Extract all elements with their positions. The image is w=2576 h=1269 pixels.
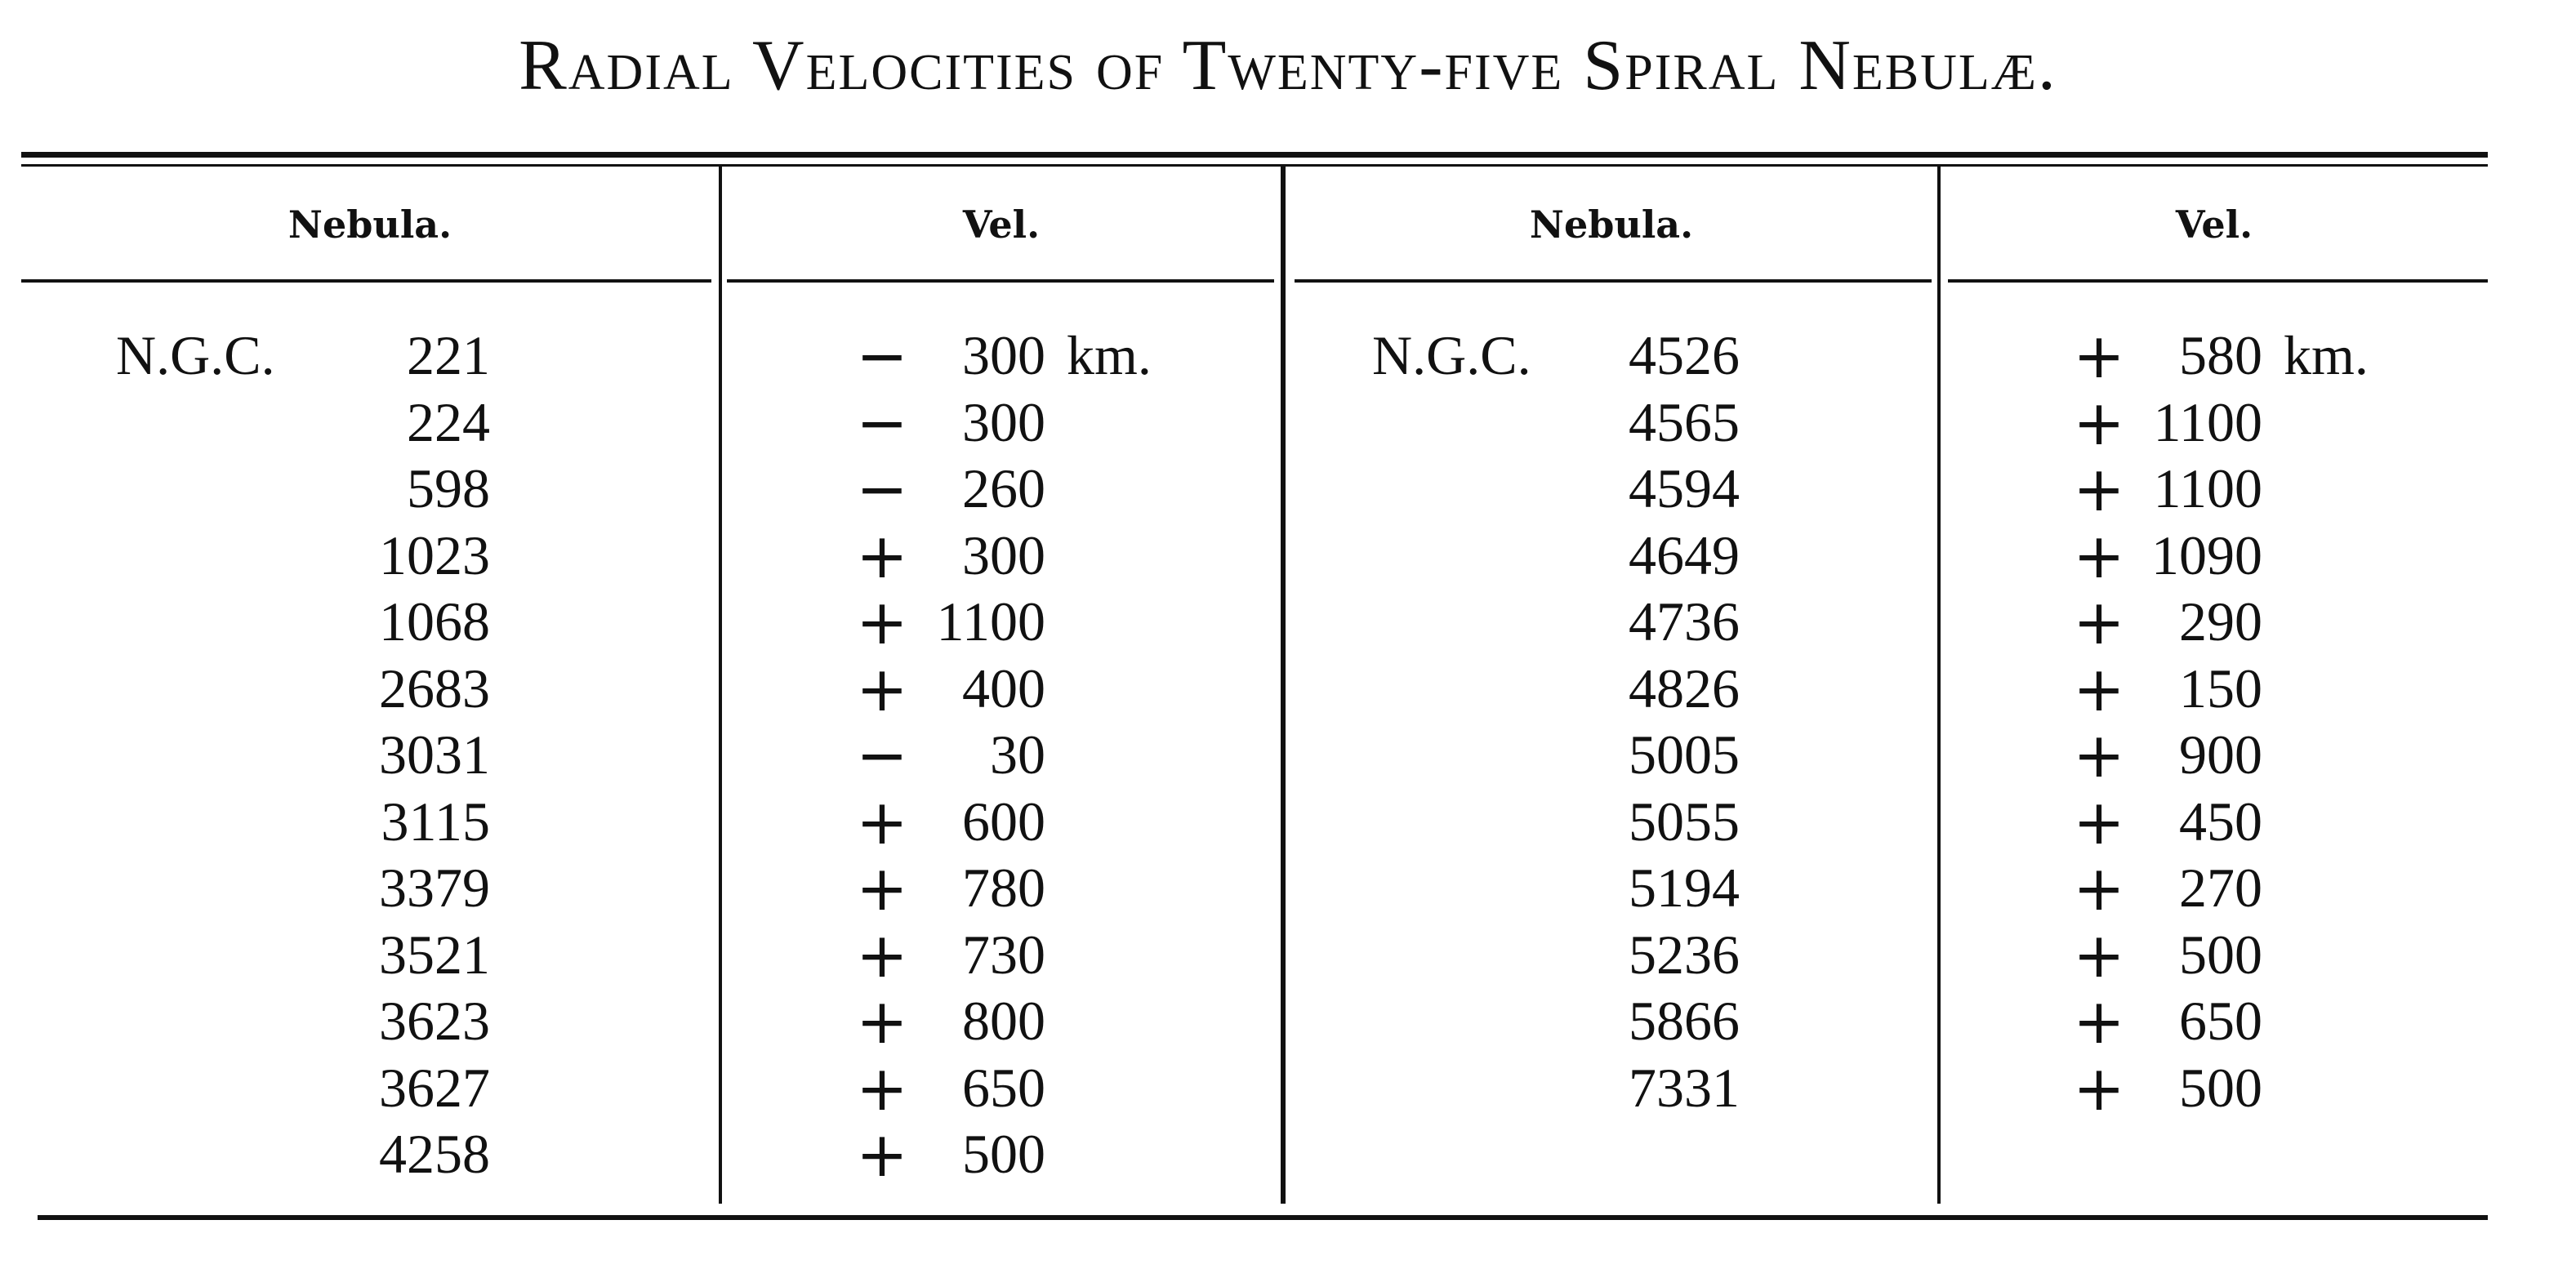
velocity-sign: − bbox=[856, 719, 908, 791]
velocity-sign: + bbox=[856, 785, 908, 858]
nebula-number: 3627 bbox=[379, 1056, 490, 1119]
velocity-sign: + bbox=[2073, 385, 2125, 459]
left-velocity-column bbox=[849, 319, 1045, 1191]
nebula-number: 4594 bbox=[1629, 457, 1740, 519]
velocity-sign: + bbox=[2073, 852, 2125, 924]
velocity-value: 600 bbox=[962, 790, 1045, 853]
column-divider-2 bbox=[1281, 167, 1286, 1204]
velocity-cell bbox=[849, 852, 1045, 924]
top-rule-thick bbox=[21, 152, 2488, 158]
velocity-sign: − bbox=[856, 452, 908, 525]
velocity-cell bbox=[2066, 652, 2262, 725]
bottom-rule bbox=[38, 1215, 2488, 1220]
table-title: Radial Velocities of Twenty-five Spiral Nebulæ. bbox=[519, 26, 2057, 105]
nebula-number: 5194 bbox=[1629, 857, 1740, 919]
header-rule-3 bbox=[1295, 279, 1932, 283]
velocity-value: 270 bbox=[2179, 857, 2262, 919]
velocity-value: 400 bbox=[962, 657, 1045, 719]
velocity-sign: + bbox=[2073, 652, 2125, 725]
nebula-number: 5055 bbox=[1629, 790, 1740, 853]
velocity-value: 580 bbox=[2179, 324, 2262, 386]
velocity-sign: + bbox=[856, 918, 908, 991]
velocity-value: 300 bbox=[962, 390, 1045, 453]
velocity-cell bbox=[2066, 519, 2262, 592]
velocity-sign: + bbox=[2073, 918, 2125, 991]
nebula-number: 3379 bbox=[379, 857, 490, 919]
velocity-sign: + bbox=[856, 652, 908, 725]
ngc-prefix-right: N.G.C. bbox=[1372, 324, 1531, 386]
right-velocity-column bbox=[2066, 319, 2262, 1124]
header-rule-4 bbox=[1948, 279, 2488, 283]
right-nebula-column bbox=[1593, 323, 1740, 1121]
nebula-number: 4565 bbox=[1629, 390, 1740, 453]
velocity-cell bbox=[2066, 385, 2262, 459]
velocity-sign: + bbox=[2073, 719, 2125, 791]
header-vel-left: Vel. bbox=[962, 203, 1041, 247]
velocity-value: 500 bbox=[2179, 923, 2262, 986]
velocity-cell bbox=[849, 385, 1045, 459]
velocity-value: 1100 bbox=[2153, 457, 2262, 519]
nebula-number: 4258 bbox=[379, 1123, 490, 1185]
velocity-value: 450 bbox=[2179, 790, 2262, 853]
velocity-sign: + bbox=[856, 985, 908, 1058]
ngc-prefix-left: N.G.C. bbox=[116, 324, 275, 386]
velocity-sign: + bbox=[2073, 452, 2125, 525]
nebula-number: 5236 bbox=[1629, 923, 1740, 986]
header-rule-1 bbox=[21, 279, 711, 283]
velocity-cell bbox=[2066, 452, 2262, 525]
nebula-number: 4736 bbox=[1629, 590, 1740, 652]
velocity-cell bbox=[2066, 918, 2262, 991]
unit-left: km. bbox=[1067, 324, 1152, 386]
velocity-cell bbox=[849, 319, 1045, 392]
unit-right: km. bbox=[2284, 324, 2369, 386]
velocity-value: 300 bbox=[962, 324, 1045, 386]
nebula-number: 598 bbox=[407, 457, 490, 519]
velocity-cell bbox=[849, 1118, 1045, 1191]
nebula-number: 3623 bbox=[379, 990, 490, 1052]
header-vel-right: Vel. bbox=[2175, 203, 2253, 247]
velocity-sign: + bbox=[2073, 519, 2125, 592]
velocity-sign: + bbox=[856, 586, 908, 658]
velocity-value: 780 bbox=[962, 857, 1045, 919]
velocity-sign: − bbox=[856, 319, 908, 392]
velocity-value: 30 bbox=[990, 724, 1045, 786]
velocity-sign: + bbox=[2073, 785, 2125, 858]
velocity-cell bbox=[2066, 719, 2262, 791]
velocity-cell bbox=[2066, 586, 2262, 658]
nebula-number: 3031 bbox=[379, 724, 490, 786]
nebula-number: 5005 bbox=[1629, 724, 1740, 786]
velocity-cell bbox=[849, 652, 1045, 725]
velocity-value: 1090 bbox=[2151, 523, 2262, 586]
velocity-value: 650 bbox=[962, 1056, 1045, 1119]
velocity-sign: + bbox=[2073, 319, 2125, 392]
velocity-sign: + bbox=[856, 1051, 908, 1124]
nebula-number: 4826 bbox=[1629, 657, 1740, 719]
nebula-number: 3115 bbox=[381, 790, 490, 853]
nebula-number: 1068 bbox=[379, 590, 490, 652]
header-rule-2 bbox=[727, 279, 1274, 283]
velocity-cell bbox=[849, 452, 1045, 525]
velocity-cell bbox=[2066, 785, 2262, 858]
left-nebula-column bbox=[343, 323, 490, 1188]
nebula-number: 1023 bbox=[379, 523, 490, 586]
velocity-cell bbox=[849, 918, 1045, 991]
nebula-number: 4526 bbox=[1629, 324, 1740, 386]
velocity-cell bbox=[2066, 319, 2262, 392]
nebula-number: 4649 bbox=[1629, 523, 1740, 586]
velocity-cell bbox=[849, 785, 1045, 858]
velocity-sign: + bbox=[2073, 985, 2125, 1058]
velocity-value: 900 bbox=[2179, 724, 2262, 786]
nebula-number: 5866 bbox=[1629, 990, 1740, 1052]
velocity-cell bbox=[849, 586, 1045, 658]
nebula-number: 2683 bbox=[379, 657, 490, 719]
top-rule-thin bbox=[21, 164, 2488, 167]
velocity-value: 800 bbox=[962, 990, 1045, 1052]
velocity-cell bbox=[849, 719, 1045, 791]
nebula-number: 224 bbox=[407, 390, 490, 453]
velocity-value: 650 bbox=[2179, 990, 2262, 1052]
velocity-value: 290 bbox=[2179, 590, 2262, 652]
nebula-number: 221 bbox=[407, 324, 490, 386]
velocity-sign: + bbox=[2073, 586, 2125, 658]
velocity-value: 260 bbox=[962, 457, 1045, 519]
header-nebula-right: Nebula. bbox=[1529, 203, 1694, 247]
header-nebula-left: Nebula. bbox=[287, 203, 452, 247]
column-divider-3 bbox=[1937, 167, 1941, 1204]
velocity-value: 1100 bbox=[2153, 390, 2262, 453]
nebula-number: 3521 bbox=[379, 923, 490, 986]
velocity-sign: + bbox=[856, 852, 908, 924]
velocity-cell bbox=[849, 985, 1045, 1058]
velocity-cell bbox=[2066, 985, 2262, 1058]
velocity-sign: + bbox=[856, 519, 908, 592]
velocity-cell bbox=[849, 519, 1045, 592]
velocity-cell bbox=[2066, 1051, 2262, 1124]
velocity-value: 300 bbox=[962, 523, 1045, 586]
velocity-sign: + bbox=[2073, 1051, 2125, 1124]
velocity-sign: − bbox=[856, 385, 908, 459]
velocity-sign: + bbox=[856, 1118, 908, 1191]
velocity-cell bbox=[2066, 852, 2262, 924]
nebula-number: 7331 bbox=[1629, 1056, 1740, 1119]
velocity-value: 1100 bbox=[936, 590, 1045, 652]
velocity-cell bbox=[849, 1051, 1045, 1124]
column-divider-1 bbox=[719, 167, 722, 1204]
velocity-value: 500 bbox=[962, 1123, 1045, 1185]
velocity-value: 150 bbox=[2179, 657, 2262, 719]
velocity-value: 730 bbox=[962, 923, 1045, 986]
velocity-value: 500 bbox=[2179, 1056, 2262, 1119]
